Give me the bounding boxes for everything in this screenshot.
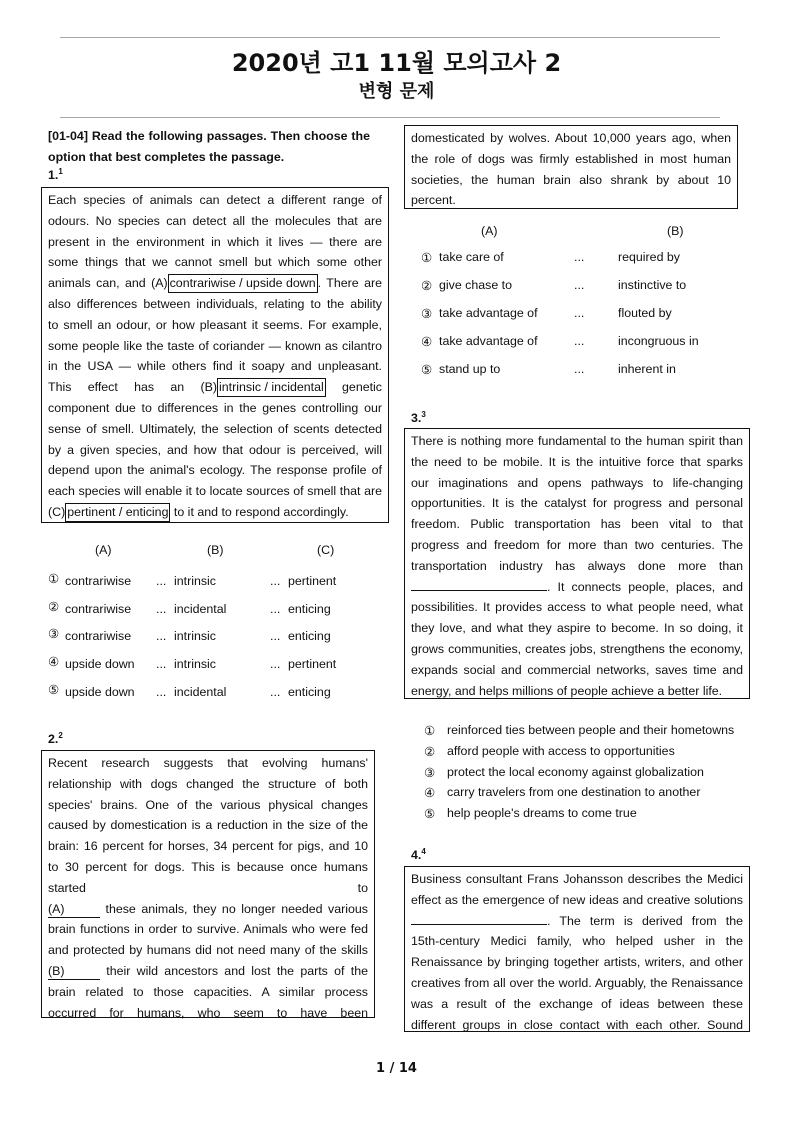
- passage-line: energy, and helps millions of people achieve a better life.: [411, 683, 723, 698]
- passage-line: each species will enable it to locate sources of smell that are: [48, 484, 382, 499]
- separator: ...: [270, 684, 281, 699]
- choice-header-b: (B): [667, 224, 684, 238]
- answer-choice-box: pertinent / enticing: [65, 503, 170, 522]
- passage-line: [48, 899, 368, 920]
- separator: ...: [270, 574, 281, 588]
- passage-line: There is nothing more fundamental to the human spirit than: [411, 434, 743, 448]
- passage-line: transportation industry has always done more than: [411, 558, 743, 573]
- passage-line: possibilities. It provides access to what people need, what: [411, 600, 743, 615]
- passage-line: [411, 577, 743, 598]
- choice-text: reinforced ties between people and their hometowns: [447, 723, 735, 737]
- passage-line: the need to be mobile. It is the intuitive force that sparks: [411, 454, 743, 469]
- passage-line: different groups in close contact with each other. Sound: [411, 1017, 743, 1032]
- choice-c: enticing: [288, 601, 331, 616]
- text-segment: . The term is derived from the: [547, 913, 743, 928]
- separator: ...: [156, 657, 167, 672]
- passage-line: species' brains. One of the various physical changes: [48, 797, 368, 812]
- choice-number: ②: [421, 279, 433, 293]
- question-number: 2.: [48, 732, 59, 747]
- choice-number: ④: [421, 335, 433, 349]
- choice-a: contrariwise: [65, 601, 132, 616]
- passage-line: odours. No species can detect all the molecules that are: [48, 213, 382, 228]
- choice-b: incongruous in: [618, 334, 699, 348]
- passage-line: [48, 377, 382, 398]
- choice-header-c: (C): [317, 543, 335, 557]
- top-divider: [60, 37, 720, 38]
- passage-line: societies, the human brain also shrank by about 10: [411, 172, 731, 187]
- passage-line: creatives from all over the world. Arguably, the Renaissance: [411, 975, 743, 990]
- passage-line: Recent research suggests that evolving humans': [48, 756, 368, 770]
- choice-c: enticing: [288, 629, 331, 644]
- passage-line: some things that we cannot smell but which some other: [48, 255, 382, 270]
- separator: ...: [270, 629, 281, 644]
- choice-a: take advantage of: [439, 306, 538, 320]
- question-2-passage: [41, 750, 375, 1018]
- choice-b: intrinsic: [174, 657, 216, 672]
- separator: ...: [156, 601, 167, 616]
- passage-line: [48, 961, 368, 982]
- choice-number: ④: [424, 786, 436, 801]
- footnote-marker: 1: [58, 167, 63, 176]
- passage-line: also differences between individuals, relating to the ability: [48, 296, 382, 311]
- passage-line: [411, 911, 743, 932]
- text-segment: This effect has an (B): [48, 380, 218, 395]
- passage-line: 15th-century Medici family, who helped usher in the: [411, 934, 743, 949]
- choice-text: help people's dreams to come true: [447, 806, 637, 821]
- passage-line: [48, 502, 382, 523]
- passage-line: in the USA — while others find it soapy and unpleasant.: [48, 359, 382, 374]
- choice-text: carry travelers from one destination to another: [447, 785, 701, 800]
- blank-line: [411, 924, 547, 925]
- separator: ...: [574, 306, 585, 320]
- choice-a: take advantage of: [439, 334, 538, 348]
- text-segment: genetic: [325, 380, 382, 395]
- question-number: 4.: [411, 848, 422, 863]
- passage-line: our imaginations and opens pathways to life-changing: [411, 475, 743, 490]
- choice-a: contrariwise: [65, 629, 132, 644]
- passage-line: relationship with dogs changed the structure of both: [48, 776, 368, 791]
- question-2-passage-continued: [404, 125, 738, 209]
- choice-number: ③: [421, 307, 433, 321]
- choice-number: ③: [424, 765, 436, 780]
- separator: ...: [270, 657, 281, 672]
- question-3-number: [411, 410, 426, 425]
- passage-line: domesticated by wolves. About 10,000 years ago, when: [411, 131, 731, 145]
- passage-line: brain: 16 percent for horses, 34 percent for pigs, and 10: [48, 839, 368, 854]
- choice-number: ①: [424, 724, 436, 738]
- separator: ...: [574, 278, 585, 292]
- passage-line: Each species of animals can detect a different range of: [48, 193, 382, 207]
- separator: ...: [574, 334, 585, 348]
- separator: ...: [574, 362, 585, 376]
- choice-b: flouted by: [618, 306, 672, 320]
- choice-number: ②: [48, 599, 60, 614]
- passage-line: sense of smell. Ultimately, the selection of scents detected: [48, 421, 382, 436]
- text-segment: animals can, and (A): [48, 276, 168, 291]
- passage-line: caused by domestication is a reduction in the size of the: [48, 818, 368, 833]
- passage-line: the role of dogs was firmly established in most human: [411, 151, 731, 166]
- passage-line: brain related to those capacities. A similar process: [48, 984, 368, 999]
- page-subtitle: 변형 문제: [358, 81, 435, 102]
- choice-b: intrinsic: [174, 574, 216, 588]
- choice-b: inherent in: [618, 362, 676, 376]
- choice-b: incidental: [174, 684, 227, 699]
- separator: ...: [156, 574, 167, 588]
- footnote-marker: 3: [421, 410, 426, 419]
- choice-b: required by: [618, 250, 680, 264]
- choice-header-b: (B): [207, 543, 224, 557]
- choice-text: afford people with access to opportunities: [447, 743, 675, 758]
- answer-choice-box: intrinsic / incidental: [217, 378, 326, 397]
- question-4-number: [411, 847, 426, 862]
- choice-header-a: (A): [481, 224, 498, 238]
- separator: ...: [574, 250, 585, 264]
- choice-number: ⑤: [48, 682, 60, 697]
- passage-line: grows communities, creates jobs, strengthens the economy,: [411, 641, 743, 656]
- blank-line: [411, 590, 547, 591]
- question-number: 3.: [411, 411, 422, 426]
- choice-a: take care of: [439, 250, 504, 264]
- page-number: 1 / 14: [376, 1061, 417, 1076]
- question-1-number: [48, 167, 63, 182]
- passage-line: opportunities. It is the catalyst for progress and personal: [411, 496, 743, 511]
- passage-line: and protected by humans did not need many of the skills: [48, 943, 368, 958]
- choice-a: upside down: [65, 684, 135, 699]
- text-segment: . There are: [317, 276, 382, 291]
- separator: ...: [156, 629, 167, 644]
- passage-line: to 30 percent for dogs. This is because once humans: [48, 859, 368, 874]
- choice-c: enticing: [288, 684, 331, 699]
- choice-text: protect the local economy against globalization: [447, 764, 704, 779]
- choice-a: contrariwise: [65, 574, 132, 588]
- instructions: [48, 126, 370, 168]
- passage-line: by a given species, and how that odour is perceived, will: [48, 442, 382, 457]
- choice-b: intrinsic: [174, 629, 216, 644]
- passage-line: present in the environment in which it lives — there are: [48, 234, 382, 249]
- choice-c: pertinent: [288, 574, 337, 588]
- passage-line: depend upon the animal's ecology. The response profile of: [48, 463, 382, 478]
- choice-number: ①: [48, 572, 60, 586]
- question-3-passage: [404, 428, 750, 699]
- choice-number: ④: [48, 655, 60, 670]
- choice-c: pertinent: [288, 657, 337, 672]
- text-segment: these animals, they no longer needed various: [100, 901, 368, 916]
- passage-line: percent.: [411, 193, 456, 208]
- footnote-marker: 4: [421, 847, 426, 856]
- passage-line: brain functions in order to survive. Animals who were fed: [48, 922, 368, 937]
- passage-line: started to: [48, 880, 368, 895]
- choice-number: ⑤: [421, 363, 433, 377]
- passage-line: expands social and commercial networks, saves time and: [411, 662, 743, 677]
- answer-choice-box: contrariwise / upside down: [168, 274, 318, 293]
- blank-line: (A): [48, 902, 100, 918]
- passage-line: to smell an odour, or how pleasant it seems. For example,: [48, 317, 382, 332]
- text-segment: to it and to respond accordingly.: [170, 504, 349, 519]
- passage-line: freedom. Public transportation has been vital to that: [411, 517, 743, 532]
- separator: ...: [156, 684, 167, 699]
- blank-line: (B): [48, 964, 100, 980]
- passage-line: some people like the taste of coriander — known as cilantro: [48, 338, 382, 353]
- choice-a: upside down: [65, 657, 135, 672]
- footnote-marker: 2: [58, 731, 63, 740]
- header-divider: [60, 117, 720, 118]
- choice-number: ②: [424, 744, 436, 759]
- passage-line: component due to differences in the genes controlling our: [48, 400, 382, 415]
- choice-number: ①: [421, 251, 433, 265]
- passage-line: Business consultant Frans Johansson describes the Medici: [411, 872, 743, 886]
- page-title: 2020년 고1 11월 모의고사 2: [231, 49, 562, 77]
- text-segment: . It connects people, places, and: [547, 579, 743, 594]
- passage-line: occurred for humans, who seem to have been: [48, 1005, 368, 1020]
- text-segment: their wild ancestors and lost the parts of the: [100, 963, 368, 978]
- question-4-passage: [404, 866, 750, 1032]
- passage-line: effect as the emergence of new ideas and creative solutions: [411, 892, 743, 907]
- choice-a: stand up to: [439, 362, 501, 376]
- choice-number: ③: [48, 627, 60, 642]
- choice-number: ⑤: [424, 807, 436, 822]
- choice-a: give chase to: [439, 278, 513, 292]
- text-segment: (C): [48, 504, 66, 519]
- passage-line: [48, 273, 382, 294]
- question-number: 1.: [48, 168, 59, 183]
- passage-line: Renaissance by bringing together artists, writers, and other: [411, 955, 743, 970]
- passage-line: was a result of the exchange of ideas between these: [411, 996, 743, 1011]
- choice-b: incidental: [174, 601, 227, 616]
- passage-line: progress and freedom for more than two centuries. The: [411, 537, 743, 552]
- choice-b: instinctive to: [618, 278, 687, 292]
- separator: ...: [270, 601, 281, 616]
- question-1-passage: [41, 187, 389, 523]
- instruction-line: option that best completes the passage.: [48, 149, 285, 164]
- question-2-number: [48, 731, 63, 746]
- passage-line: they love, and what they aspire to become. In so doing, it: [411, 621, 743, 636]
- instruction-line: [01-04] Read the following passages. Then choose the: [48, 129, 370, 143]
- choice-header-a: (A): [95, 543, 112, 557]
